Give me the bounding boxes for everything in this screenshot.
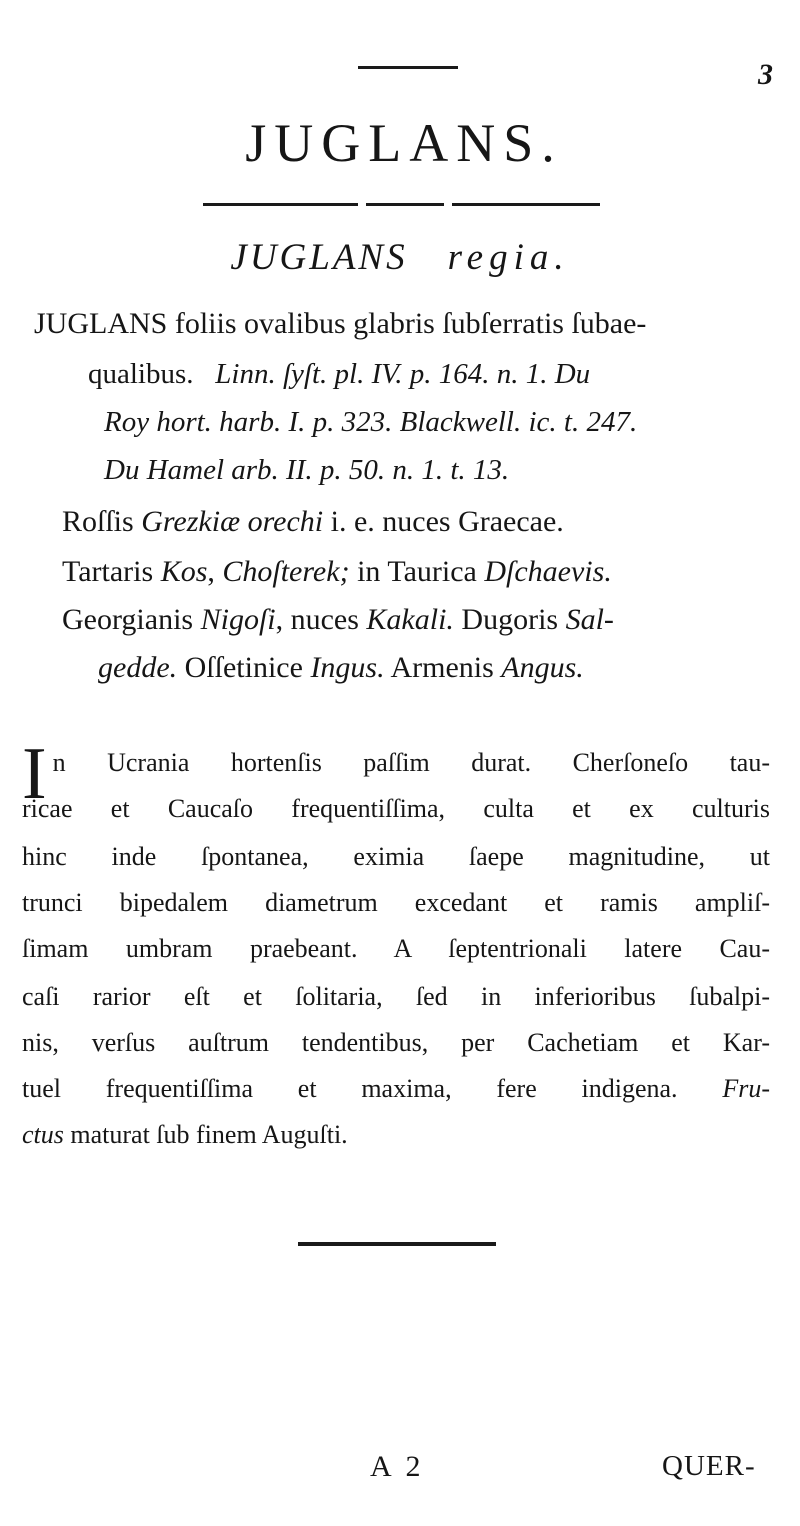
- page-number: 3: [758, 58, 773, 91]
- title-rule-right: [452, 203, 600, 206]
- species-heading: [0, 236, 800, 279]
- vernacular-line-4: gedde. Oſſetinice Ingus. Armenis Angus.: [98, 651, 584, 684]
- description-line-7: nis, verſus auſtrum tendentibus, per Cachetiam et Kar-: [22, 1028, 770, 1057]
- synonymy-line-4: Du Hamel arb. II. p. 50. n. 1. t. 13.: [104, 454, 510, 486]
- description-line-1: In Ucrania hortenſis paſſim durat. Cherſoneſo tau-: [22, 733, 770, 815]
- description-line-3: hinc inde ſpontanea, eximia ſaepe magnitudine, ut: [22, 842, 770, 871]
- description-line-5: ſimam umbram praebeant. A ſeptentrionali latere Cau-: [22, 934, 770, 963]
- species-epithet: regia.: [447, 237, 570, 278]
- bottom-rule: [298, 1242, 496, 1246]
- catchword: QUER-: [662, 1450, 756, 1482]
- description-line-2: ricae et Caucaſo frequentiſſima, culta et ex culturis: [22, 794, 770, 823]
- genus-title: JUGLANS.: [245, 113, 563, 173]
- drop-cap: I: [22, 733, 47, 815]
- top-rule: [358, 66, 458, 69]
- vernacular-line-2: Tartaris Kos, Choſterek; in Taurica Dſchaevis.: [62, 555, 612, 588]
- description-line-4: trunci bipedalem diametrum excedant et ramis ampliſ-: [22, 888, 770, 917]
- description-line-6: caſi rarior eſt et ſolitaria, ſed in inferioribus ſubalpi-: [22, 982, 770, 1011]
- species-genus: JUGLANS: [230, 237, 408, 278]
- title-rule-center: [366, 203, 444, 206]
- title-rule-left: [203, 203, 358, 206]
- synonymy-line-3: Roy hort. harb. I. p. 323. Blackwell. ic. t. 247.: [104, 406, 638, 438]
- synonymy-line-1: JUGLANS foliis ovalibus glabris ſubſerratis ſubae-: [34, 307, 647, 340]
- vernacular-line-3: Georgianis Nigoſi, nuces Kakali. Dugoris Sal-: [62, 603, 614, 636]
- description-line-9: ctus maturat ſub finem Auguſti.: [22, 1120, 348, 1149]
- description-line-8: tuel frequentiſſima et maxima, fere indigena. Fru-: [22, 1074, 770, 1103]
- vernacular-line-1: Roſſis Grezkiæ orechi i. e. nuces Graecae.: [62, 505, 564, 538]
- signature-mark: A 2: [370, 1450, 425, 1483]
- synonymy-line-2: qualibus. Linn. ſyſt. pl. IV. p. 164. n. 1. Du: [88, 358, 591, 390]
